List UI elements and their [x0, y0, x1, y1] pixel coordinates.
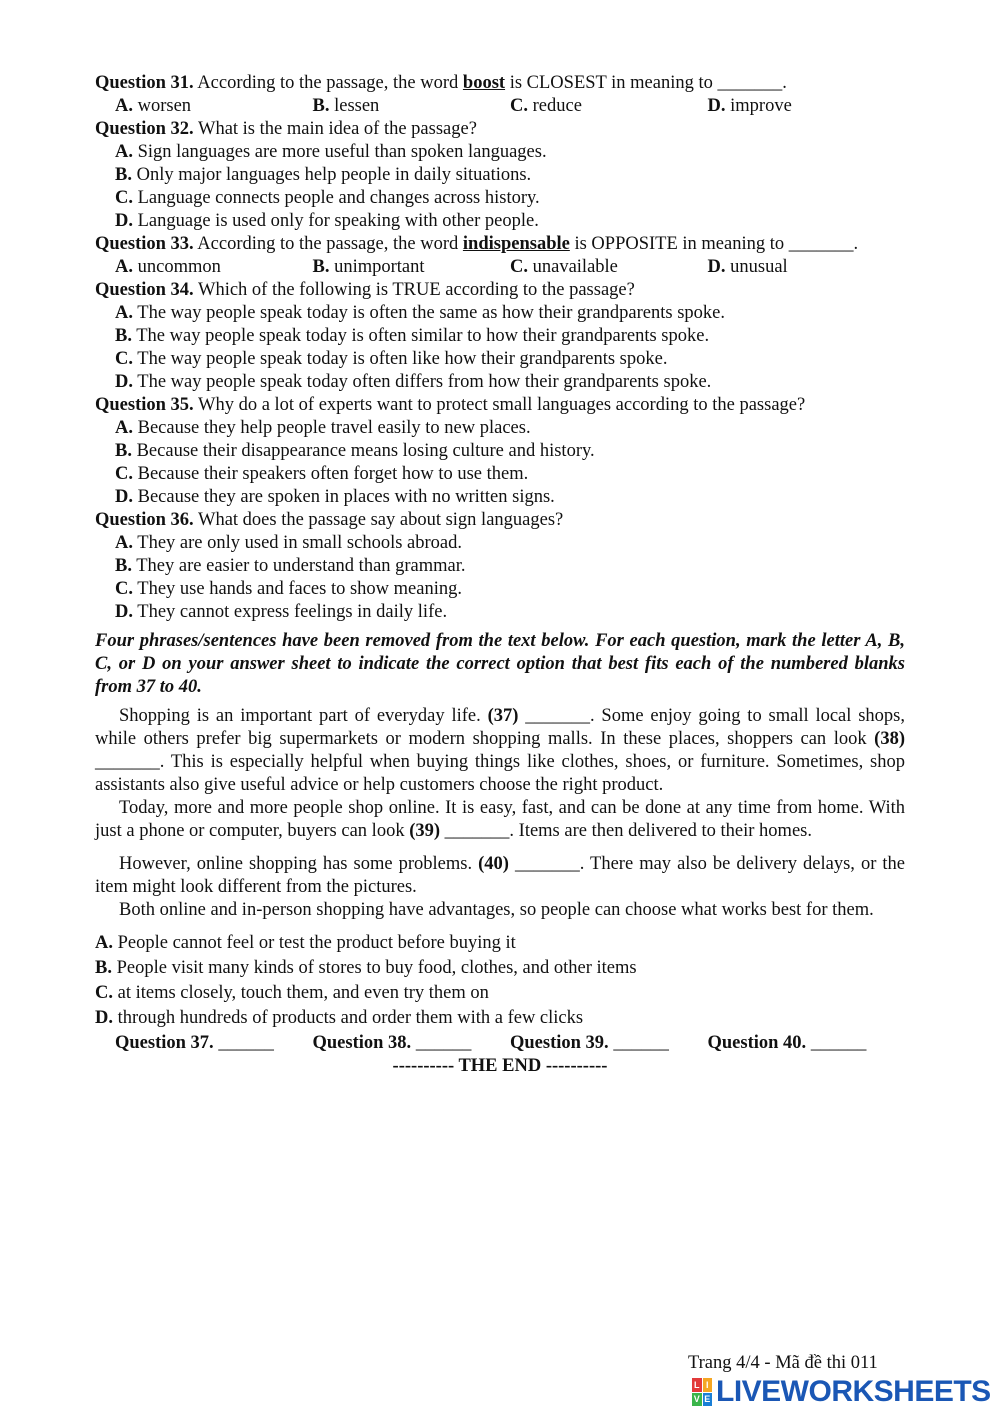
question-31: [95, 72, 905, 118]
choice-c: C. at items closely, touch them, and even try them on: [95, 983, 489, 1003]
option-a[interactable]: A. uncommon: [115, 257, 221, 277]
passage-paragraph-1: Shopping is an important part of everyday life. (37) _______. Some enjoy going to small local shops, while others prefer big supermarkets or modern shopping malls. In these places, shoppers can look (38) _______. This is especially helpful when buying things like clothes, shoes, or furniture. Sometimes, shop assistants also give useful advice or help customers choose the right product.: [95, 706, 905, 795]
question-text: What does the passage say about sign languages?: [193, 510, 564, 530]
exam-page: [95, 72, 905, 1078]
option-d[interactable]: D. Language is used only for speaking with other people.: [115, 211, 539, 231]
option-c[interactable]: C. The way people speak today is often like how their grandparents spoke.: [115, 349, 668, 369]
question-label: Question 33.: [95, 234, 194, 254]
option-d[interactable]: D. unusual: [707, 257, 788, 277]
answer-39-input[interactable]: ______: [608, 1033, 669, 1053]
answer-38-input[interactable]: ______: [411, 1033, 472, 1053]
the-end: ---------- THE END ----------: [392, 1056, 608, 1076]
passage-paragraph-3: However, online shopping has some problems. (40) _______. There may also be delivery delays, or the item might look different from the pictures.: [95, 854, 905, 897]
question-label: Question 32.: [95, 119, 194, 139]
answer-40-input[interactable]: ______: [806, 1033, 867, 1053]
option-b[interactable]: B. Because their disappearance means losing culture and history.: [115, 441, 595, 461]
passage-paragraph-2: Today, more and more people shop online. It is easy, fast, and can be done at any time from home. With just a phone or computer, buyers can look (39) _______. Items are then delivered to their homes.: [95, 798, 905, 841]
question-label: Question 36.: [95, 510, 194, 530]
option-d[interactable]: D. The way people speak today often differs from how their grandparents spoke.: [115, 372, 712, 392]
question-35: [95, 394, 905, 509]
question-text: According to the passage, the word: [193, 73, 463, 93]
blank-40: (40): [478, 854, 509, 874]
choice-b: B. People visit many kinds of stores to buy food, clothes, and other items: [95, 958, 637, 978]
blank-37: (37): [487, 706, 519, 726]
option-d[interactable]: D. improve: [707, 96, 792, 116]
blank-38: (38): [874, 729, 905, 749]
answer-37-input[interactable]: ______: [213, 1033, 274, 1053]
option-b[interactable]: B. lessen: [312, 96, 380, 116]
choice-list: [95, 932, 905, 1030]
option-c[interactable]: C. reduce: [510, 96, 582, 116]
question-33: [95, 233, 905, 279]
passage-paragraph-4: Both online and in-person shopping have advantages, so people can choose what works best for them.: [119, 900, 874, 920]
option-b[interactable]: B. The way people speak today is often similar to how their grandparents spoke.: [115, 326, 710, 346]
option-c[interactable]: C. unavailable: [510, 257, 618, 277]
question-label: Question 35.: [95, 395, 194, 415]
logo-icon: [692, 1378, 712, 1406]
question-36: [95, 509, 905, 624]
option-a[interactable]: A. Because they help people travel easily to new places.: [115, 418, 531, 438]
answer-40: Question 40. ______: [707, 1033, 867, 1053]
logo-text: LIVEWORKSHEETS: [716, 1375, 991, 1408]
option-d[interactable]: D. They cannot express feelings in daily life.: [115, 602, 448, 622]
option-a[interactable]: A. They are only used in small schools abroad.: [115, 533, 462, 553]
blank-39: (39): [409, 821, 441, 841]
option-c[interactable]: C. Language connects people and changes across history.: [115, 188, 540, 208]
option-b[interactable]: B. Only major languages help people in daily situations.: [115, 165, 532, 185]
options-row: [95, 256, 905, 279]
question-32: [95, 118, 905, 233]
logo-letter: L: [694, 1379, 700, 1390]
option-c[interactable]: C. Because their speakers often forget how to use them.: [115, 464, 529, 484]
page-footer: Trang 4/4 - Mã đề thi 011: [688, 1353, 878, 1373]
question-text: What is the main idea of the passage?: [193, 119, 477, 139]
keyword: boost: [462, 73, 506, 93]
answer-row: [95, 1032, 905, 1055]
choice-d: D. through hundreds of products and order them with a few clicks: [95, 1008, 584, 1028]
option-d[interactable]: D. Because they are spoken in places with no written signs.: [115, 487, 555, 507]
logo-letter: E: [704, 1394, 711, 1405]
question-label: Question 34.: [95, 280, 194, 300]
question-34: [95, 279, 905, 394]
option-c[interactable]: C. They use hands and faces to show meaning.: [115, 579, 462, 599]
option-a[interactable]: A. Sign languages are more useful than spoken languages.: [115, 142, 547, 162]
liveworksheets-logo: [692, 1375, 991, 1409]
reading-passage: [95, 705, 905, 922]
question-text: is CLOSEST in meaning to _______.: [505, 73, 787, 93]
answer-37: Question 37. ______: [115, 1033, 274, 1053]
keyword: indispensable: [462, 234, 570, 254]
answer-39: Question 39. ______: [510, 1033, 669, 1053]
option-a[interactable]: A. The way people speak today is often the same as how their grandparents spoke.: [115, 303, 725, 323]
question-text: According to the passage, the word: [193, 234, 463, 254]
question-label: Question 31.: [95, 73, 194, 93]
question-text: Why do a lot of experts want to protect small languages according to the passage?: [193, 395, 806, 415]
option-b[interactable]: B. They are easier to understand than grammar.: [115, 556, 466, 576]
section-instruction: Four phrases/sentences have been removed from the text below. For each question, mark the letter A, B, C, or D on your answer sheet to indicate the correct option that best fits each of the numbered blanks from 37 to 40.: [95, 631, 905, 697]
option-a[interactable]: A. worsen: [115, 96, 192, 116]
options-row: [95, 95, 905, 118]
logo-letter: V: [693, 1394, 700, 1405]
choice-a: A. People cannot feel or test the product before buying it: [95, 933, 516, 953]
answer-38: Question 38. ______: [312, 1033, 472, 1053]
logo-letter: I: [703, 1378, 713, 1392]
question-text: is OPPOSITE in meaning to _______.: [569, 234, 859, 254]
question-text: Which of the following is TRUE according to the passage?: [193, 280, 635, 300]
option-b[interactable]: B. unimportant: [312, 257, 425, 277]
